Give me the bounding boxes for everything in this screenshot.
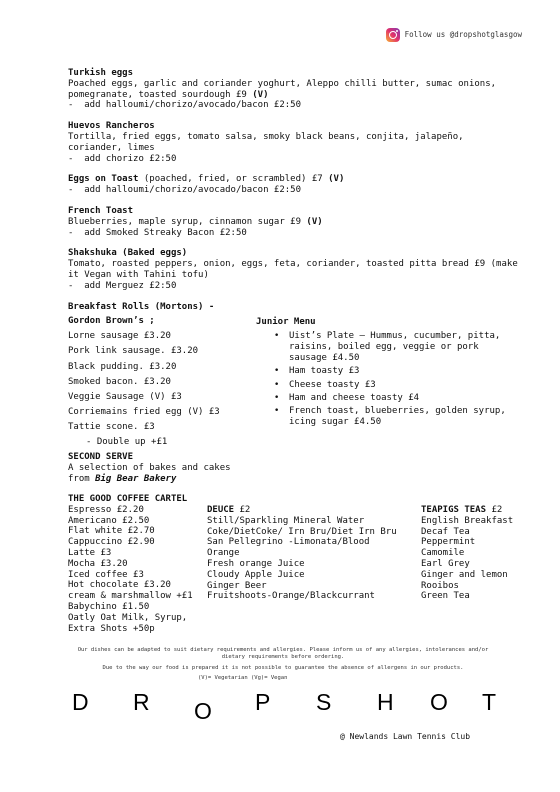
deuce-list <box>207 494 421 634</box>
list-item: Americano £2.50 <box>68 515 150 526</box>
list-item: Extra Shots +50p <box>68 623 155 634</box>
list-item: Pork link sausage. £3.20 <box>68 346 199 357</box>
teapigs-list <box>421 494 538 634</box>
list-item: Fruitshoots-Orange/Blackcurrant <box>207 591 375 602</box>
list-item: Peppermint <box>421 537 476 548</box>
list-item: Flat white £2.70 <box>68 526 155 537</box>
menu-item-title: Eggs on Toast (poached, fried, or scrambled) £7 (V) <box>68 174 345 185</box>
list-item: San Pellegrino -Limonata/Blood <box>207 537 370 548</box>
list-item: Smoked bacon. £3.20 <box>68 376 171 387</box>
logo-letter: O <box>430 689 448 715</box>
menu-item-title: Shakshuka (Baked eggs) <box>68 248 188 259</box>
menu-item-description: Poached eggs, garlic and coriander yoghurt, Aleppo chilli butter, sumac onions, pomegranate, toasted sourdough £9 (V) <box>68 78 497 100</box>
menu-item-addon: - add chorizo £2:50 <box>68 153 177 164</box>
list-item: Rooibos <box>421 580 459 591</box>
food-menu <box>68 68 518 485</box>
list-item: Camomile <box>421 548 465 559</box>
list-item: Green Tea <box>421 591 470 602</box>
list-item: • Ham and cheese toasty £4 <box>274 393 518 404</box>
list-item: Hot chocolate £3.20 <box>68 580 171 591</box>
menu-item-addon: - add halloumi/chorizo/avocado/bacon £2:50 <box>68 100 301 111</box>
list-item: Tattie scone. £3 <box>68 422 155 433</box>
second-serve <box>68 452 256 484</box>
junior-menu <box>256 316 518 484</box>
logo-letter: S <box>316 689 332 715</box>
menu-item-description: Blueberries, maple syrup, cinnamon sugar £9 (V) <box>68 216 323 227</box>
deuce-title: DEUCE £2 <box>207 505 251 515</box>
list-item: • Ham toasty £3 <box>274 366 518 377</box>
club-name: @ Newlands Lawn Tennis Club <box>340 732 471 741</box>
list-item: Lorne sausage £3.20 <box>68 331 171 342</box>
logo-letter: R <box>133 689 150 715</box>
list-item: Orange <box>207 548 240 559</box>
menu-item <box>68 68 518 111</box>
menu-item-description: Tomato, roasted peppers, onion, eggs, feta, coriander, toasted pitta bread £9 (make it Vegan with Tahini tofu) <box>68 259 518 280</box>
list-item: Mocha £3.20 <box>68 558 128 569</box>
veg-legend: (V)= Vegetarian (Vg)= Vegan <box>198 675 288 682</box>
list-item: Earl Grey <box>421 558 470 569</box>
logo-letter: T <box>482 689 497 715</box>
logo-letter: D <box>72 689 89 715</box>
list-item: Cloudy Apple Juice <box>207 569 305 580</box>
second-serve-line: from Big Bear Bakery <box>68 473 177 484</box>
list-item: Babychino £1.50 <box>68 601 150 612</box>
list-item: Espresso £2.20 <box>68 504 144 515</box>
list-item: Still/Sparkling Mineral Water <box>207 515 365 526</box>
list-item: Ginger Beer <box>207 580 267 591</box>
second-serve-title: SECOND SERVE <box>68 452 134 463</box>
menu-item-addon: - add halloumi/chorizo/avocado/bacon £2:50 <box>68 185 301 196</box>
allergen-note: Due to the way our food is prepared it is not possible to guarantee the absence of allergens in our products. <box>102 664 464 671</box>
list-item: Iced coffee £3 <box>68 569 144 580</box>
menu-item-description: Tortilla, fried eggs, tomato salsa, smoky black beans, conjita, jalapeño, coriander, limes <box>68 131 464 153</box>
allergen-note: Our dishes can be adapted to suit dietary requirements and allergies. Please inform us of any allergies, intolerances and/or dietary requirements before ordering. <box>77 647 489 660</box>
menu-item-title: French Toast <box>68 205 134 216</box>
menu-item <box>68 174 518 196</box>
list-item: Fresh orange Juice <box>207 558 305 569</box>
menu-item <box>68 248 518 291</box>
list-item: • Uist’s Plate – Hummus, cucumber, pitta, raisins, boiled egg, veggie or pork sausage £4.50 <box>274 331 518 363</box>
rolls-title: Breakfast Rolls (Mortons) - <box>68 301 215 312</box>
list-item: Latte £3 <box>68 547 112 558</box>
list-item: English Breakfast <box>421 515 514 526</box>
list-item: Coke/DietCoke/ Irn Bru/Diet Irn Bru <box>207 526 397 537</box>
list-item: Veggie Sausage (V) £3 <box>68 391 182 402</box>
menu-item <box>68 206 518 238</box>
list-item: Black pudding. £3.20 <box>68 361 177 372</box>
menu-item <box>68 121 518 164</box>
second-serve-line: A selection of bakes and cakes <box>68 463 231 474</box>
logo-letter: O <box>194 698 212 724</box>
rolls-subtitle: Gordon Brown’s ; <box>68 316 155 327</box>
list-item: • French toast, blueberries, golden syrup, icing sugar £4.50 <box>274 406 518 428</box>
list-item: cream & marshmallow +£1 <box>68 591 193 602</box>
list-item: Oatly Oat Milk, Syrup, <box>68 612 188 623</box>
teapigs-title: TEAPIGS TEAS £2 <box>421 505 503 515</box>
allergen-notes <box>68 647 498 682</box>
list-item: • Cheese toasty £3 <box>274 380 518 391</box>
menu-item-addon: - add Merguez £2:50 <box>68 280 177 291</box>
drinks-menu <box>68 494 538 634</box>
instagram-icon <box>386 28 400 42</box>
instagram-follow[interactable] <box>386 28 522 42</box>
logo-letter: H <box>377 689 394 715</box>
coffee-title: THE GOOD COFFEE CARTEL <box>68 494 188 504</box>
instagram-handle: Follow us @dropshotglasgow <box>404 29 522 39</box>
list-item: Corriemains fried egg (V) £3 <box>68 407 220 418</box>
menu-item-title: Turkish eggs <box>68 68 134 78</box>
logo-letter: P <box>255 689 271 715</box>
menu-item-addon: - add Smoked Streaky Bacon £2:50 <box>68 227 247 238</box>
breakfast-rolls <box>68 316 256 484</box>
double-up-note: - Double up +£1 <box>86 437 168 448</box>
dropshot-logo <box>72 689 500 733</box>
junior-menu-title: Junior Menu <box>256 317 316 328</box>
list-item: Decaf Tea <box>421 526 470 537</box>
menu-item-title: Huevos Rancheros <box>68 121 155 132</box>
coffee-list <box>68 494 207 634</box>
list-item: Cappuccino £2.90 <box>68 537 155 548</box>
list-item: Ginger and lemon <box>421 569 508 580</box>
